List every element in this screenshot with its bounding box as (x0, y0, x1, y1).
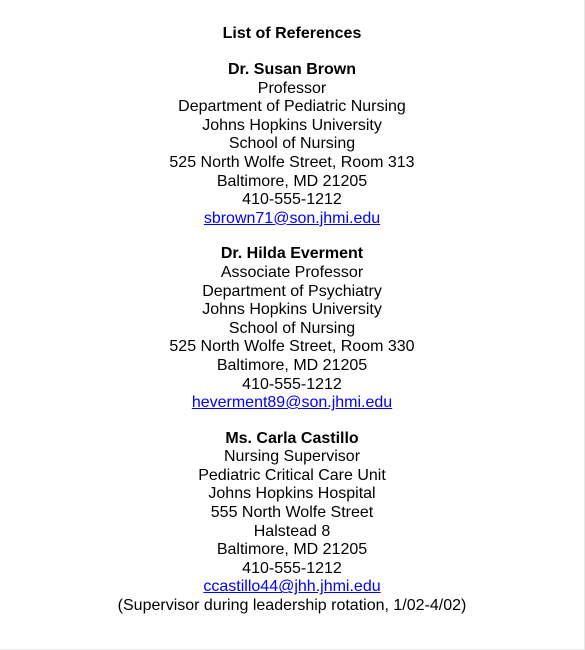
reference-building-unit: Halstead 8 (253, 522, 331, 540)
reference-title: Nursing Supervisor (223, 448, 361, 466)
reference-name: Dr. Susan Brown (227, 61, 357, 78)
reference-department: Pediatric Critical Care Unit (198, 466, 386, 484)
reference-city-state-zip: Baltimore, MD 21205 (216, 541, 368, 559)
reference-phone: 410-555-1212 (242, 559, 342, 577)
reference-school: School of Nursing (228, 319, 356, 337)
reference-school: School of Nursing (228, 135, 356, 153)
reference-entry (0, 61, 584, 228)
reference-title: Associate Professor (220, 263, 364, 281)
reference-institution: Johns Hopkins University (202, 301, 382, 319)
reference-phone: 410-555-1212 (242, 191, 342, 209)
reference-note: (Supervisor during leadership rotation, 1/02-4/02) (117, 597, 467, 615)
reference-phone: 410-555-1212 (242, 375, 342, 393)
reference-street-address: 555 North Wolfe Street (210, 504, 374, 522)
reference-email-link[interactable]: heverment89@son.jhmi.edu (191, 394, 393, 412)
reference-entry (0, 245, 584, 412)
reference-institution: Johns Hopkins Hospital (208, 485, 376, 503)
reference-city-state-zip: Baltimore, MD 21205 (216, 172, 368, 190)
document-title: List of References (222, 25, 362, 42)
reference-street-address: 525 North Wolfe Street, Room 330 (169, 338, 415, 356)
reference-title: Professor (257, 79, 327, 97)
reference-email-link[interactable]: sbrown71@son.jhmi.edu (203, 209, 381, 227)
reference-department: Department of Pediatric Nursing (178, 98, 406, 116)
reference-name: Dr. Hilda Everment (220, 245, 364, 263)
reference-street-address: 525 North Wolfe Street, Room 313 (169, 153, 415, 171)
reference-department: Department of Psychiatry (202, 282, 382, 300)
reference-name: Ms. Carla Castillo (225, 429, 359, 447)
reference-institution: Johns Hopkins University (202, 116, 382, 134)
reference-entry (0, 430, 584, 616)
reference-email-link[interactable]: ccastillo44@jhh.jhmi.edu (203, 578, 381, 596)
reference-city-state-zip: Baltimore, MD 21205 (216, 356, 368, 374)
